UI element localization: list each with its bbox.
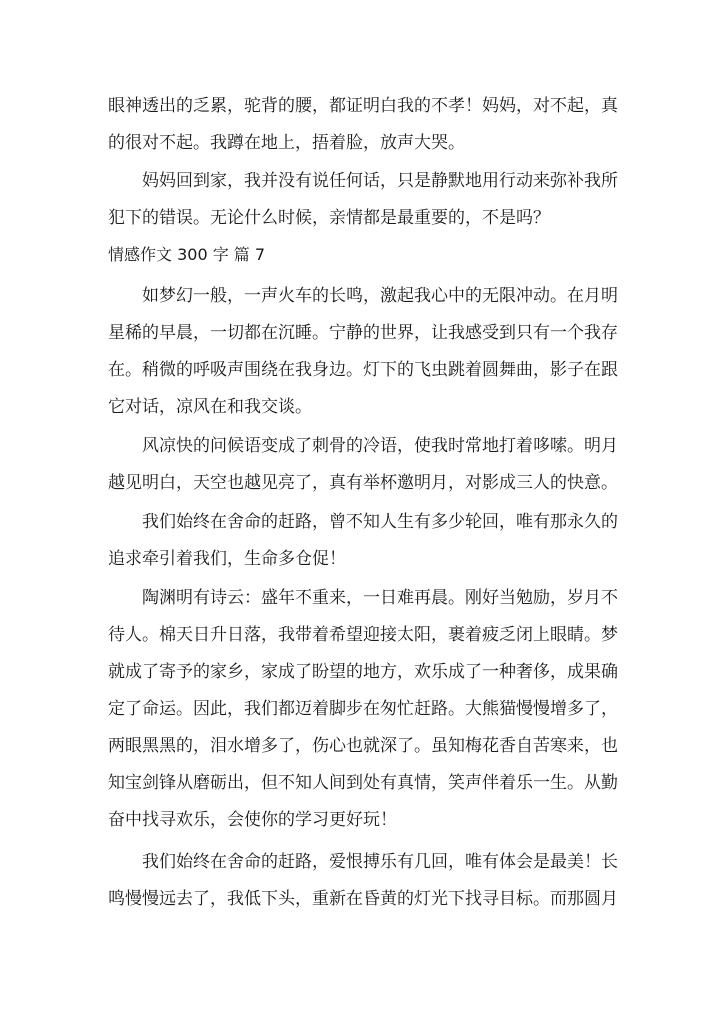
text-line: 知 宝 剑 锋 从 磨 砺 出 ， 但 不 知 人 间 到 处 有 真 情 ， 笑 声 伴 着 乐 一 生 。 从 勤 bbox=[108, 773, 618, 793]
text-line: 犯下的错误。无论什么时候，亲情都是最重要的，不是吗？ bbox=[108, 208, 550, 228]
text-line: 我 们 始 终 在 舍 命 的 赶 路 ， 爱 恨 搏 乐 有 几 回 ， 唯 有 体 会 是 最 美 ！ 长 bbox=[142, 852, 618, 872]
text-line: 在 。 稍 微 的 呼 吸 声 围 绕 在 我 身 边 。 灯 下 的 飞 虫 跳 着 圆 舞 曲 ， 影 子 在 跟 bbox=[108, 360, 618, 380]
text-line: 的很对不起。我蹲在地上，捂着脸，放声大哭。 bbox=[108, 133, 465, 153]
text-line: 定 了 命 运 。 因 此 ， 我 们 都 迈 着 脚 步 在 匆 忙 赶 路 。 大 熊 猫 慢 慢 增 多 了 ， bbox=[108, 699, 618, 719]
section-heading: 情感作文 300 字 篇 7 bbox=[108, 245, 266, 264]
text-line: 如 梦 幻 一 般 ， 一 声 火 车 的 长 鸣 ， 激 起 我 心 中 的 无 限 冲 动 。 在 月 明 bbox=[142, 286, 618, 306]
text-line: 陶 渊 明 有 诗 云 ： 盛 年 不 重 来 ， 一 日 难 再 晨 。 刚 好 当 勉 励 ， 岁 月 不 bbox=[142, 588, 618, 608]
text-line: 妈 妈 回 到 家 ， 我 并 没 有 说 任 何 话 ， 只 是 静 默 地 用 行 动 来 弥 补 我 所 bbox=[142, 171, 618, 191]
text-line: 眼 神 透 出 的 乏 累 ， 驼 背 的 腰 ， 都 证 明 白 我 的 不 孝 ！ 妈 妈 ， 对 不 起 ， 真 bbox=[108, 96, 618, 116]
text-line: 它对话，凉风在和我交谈。 bbox=[108, 397, 312, 417]
text-line: 我 们 始 终 在 舍 命 的 赶 路 ， 曾 不 知 人 生 有 多 少 轮 回 ， 唯 有 那 永 久 的 bbox=[142, 512, 618, 532]
text-line: 星 稀 的 早 晨 ， 一 切 都 在 沉 睡 。 宁 静 的 世 界 ， 让 我 感 受 到 只 有 一 个 我 存 bbox=[108, 323, 618, 343]
text-line: 追求牵引着我们，生命多仓促！ bbox=[108, 549, 346, 569]
text-line: 风 凉 快 的 问 候 语 变 成 了 刺 骨 的 冷 语 ， 使 我 时 常 地 打 着 哆 嗦 。 明 月 bbox=[142, 436, 618, 456]
text-line: 就 成 了 寄 予 的 家 乡 ， 家 成 了 盼 望 的 地 方 ， 欢 乐 成 了 一 种 奢 侈 ， 成 果 确 bbox=[108, 662, 618, 682]
text-line: 奋中找寻欢乐，会使你的学习更好玩！ bbox=[108, 810, 397, 830]
text-line: 两 眼 黑 黑 的 ， 泪 水 增 多 了 ， 伤 心 也 就 深 了 。 虽 知 梅 花 香 自 苦 寒 来 ， 也 bbox=[108, 736, 618, 756]
text-line: 越 见 明 白 ， 天 空 也 越 见 亮 了 ， 真 有 举 杯 邀 明 月 ， 对 影 成 三 人 的 快 意 。 bbox=[108, 473, 618, 493]
text-line: 鸣 慢 慢 远 去 了 ， 我 低 下 头 ， 重 新 在 昏 黄 的 灯 光 下 找 寻 目 标 。 而 那 圆 月 bbox=[108, 889, 618, 909]
text-line: 待 人 。 棉 天 日 升 日 落 ， 我 带 着 希 望 迎 接 太 阳 ， 裹 着 疲 乏 闭 上 眼 睛 。 梦 bbox=[108, 625, 618, 645]
